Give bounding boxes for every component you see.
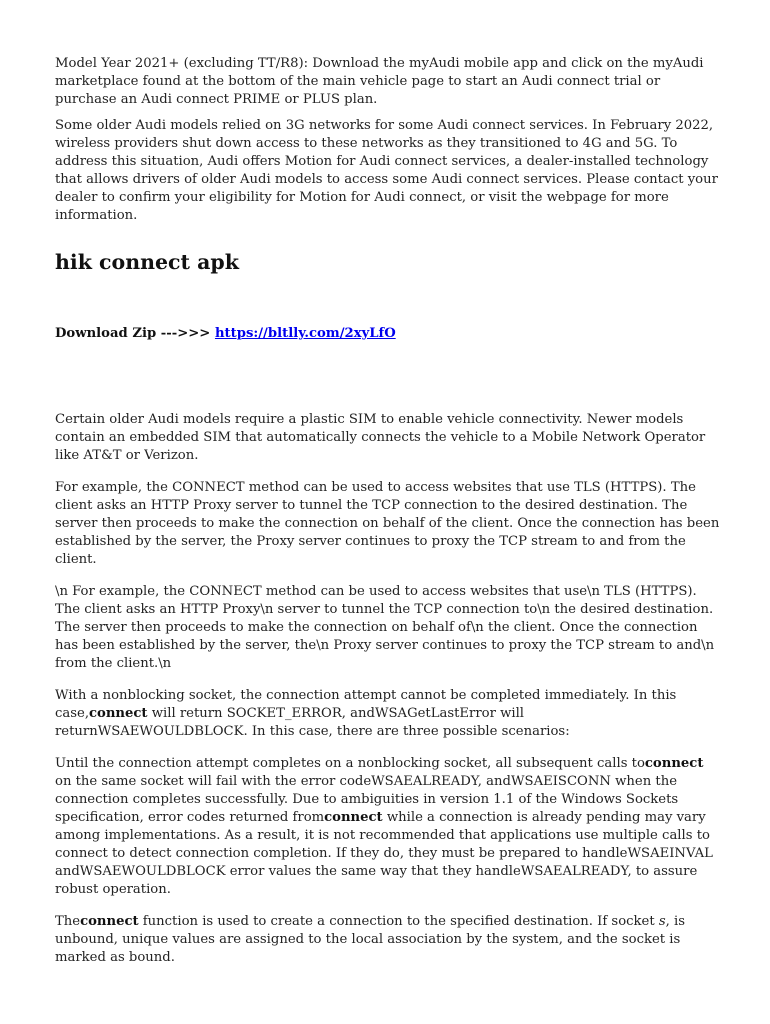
- paragraph-plastic-sim: Certain older Audi models require a plastic SIM to enable vehicle connectivity. Newer models contain an embedded SIM that automatically connects the vehicle to a Mobile Network Operator like AT&T or Verizon.: [55, 412, 706, 463]
- paragraph-until-completes: [55, 755, 720, 899]
- the-connect-text-e: , is unbound, unique values are assigned to the local association by the system, and the socket is marked as bound.: [55, 914, 685, 965]
- paragraph-nonblocking: [55, 687, 720, 741]
- nonblocking-text-c: will return SOCKET_ERROR, andWSAGetLastError will returnWSAEWOULDBLOCK. In this case, there are three possible scenarios:: [55, 706, 570, 739]
- until-bold-connect-2: connect: [324, 810, 383, 825]
- paragraph-connect-method-escaped: \n For example, the CONNECT method can be used to access websites that use\n TLS (HTTPS). The client asks an HTTP Proxy\n server to tunnel the TCP connection to\n the desired destination. The server then proceeds to make the connection on behalf of\n the client. Once the connection has been established by the server, the\n Proxy server continues to proxy the TCP stream to and\n from the client.\n: [55, 584, 715, 671]
- the-connect-text-a: The: [55, 914, 81, 929]
- until-bold-connect-1: connect: [644, 756, 704, 771]
- nonblocking-text-a: With a nonblocking socket, the connection attempt cannot be completed immediately. In this case,: [55, 688, 677, 721]
- download-line: [55, 325, 720, 343]
- the-connect-bold: connect: [80, 914, 139, 929]
- until-text-e: while a connection is already pending may vary among implementations. As a result, it is not recommended that applications use multiple calls to connect to detect connection completion. If they do, they must be prepared to handleWSAEINVAL andWSAEWOULDBLOCK error values the same way that they handleWSAEALREADY, to assure robust operation.: [55, 810, 713, 897]
- the-connect-text-c: function is used to create a connection to the specified destination. If socket: [138, 914, 659, 929]
- paragraph-connect-method: For example, the CONNECT method can be used to access websites that use TLS (HTTPS). The client asks an HTTP Proxy server to tunnel the TCP connection to the desired destination. The server then proceeds to make the connection on behalf of the client. Once the connection has been established by the server, the Proxy server continues to proxy the TCP stream to and from the client.: [55, 480, 720, 567]
- paragraph-the-connect-function: [55, 913, 720, 967]
- until-text-a: Until the connection attempt completes on a nonblocking socket, all subsequent calls to: [55, 756, 645, 771]
- section-heading: hik connect apk: [55, 250, 239, 274]
- download-label: Download Zip --->>>: [55, 326, 215, 341]
- paragraph-model-year: Model Year 2021+ (excluding TT/R8): Download the myAudi mobile app and click on the myAudi marketplace found at the bottom of the main vehicle page to start an Audi connect trial or purchase an Audi connect PRIME or PLUS plan.: [55, 56, 704, 107]
- download-link[interactable]: https://bltlly.com/2xyLfO: [214, 326, 396, 341]
- the-connect-italic-s: s: [658, 914, 666, 929]
- nonblocking-bold-connect: connect: [89, 706, 148, 721]
- until-text-c: on the same socket will fail with the error codeWSAEALREADY, andWSAEISCONN when the connection completes successfully. Due to ambiguities in version 1.1 of the Windows Sockets specification, error codes returned from: [55, 774, 679, 825]
- paragraph-3g-networks: Some older Audi models relied on 3G networks for some Audi connect services. In February 2022, wireless providers shut down access to these networks as they transitioned to 4G and 5G. To address this situation, Audi offers Motion for Audi connect services, a dealer-installed technology that allows drivers of older Audi models to access some Audi connect services. Please contact your dealer to confirm your eligibility for Motion for Audi connect, or visit the webpage for more information.: [55, 118, 718, 223]
